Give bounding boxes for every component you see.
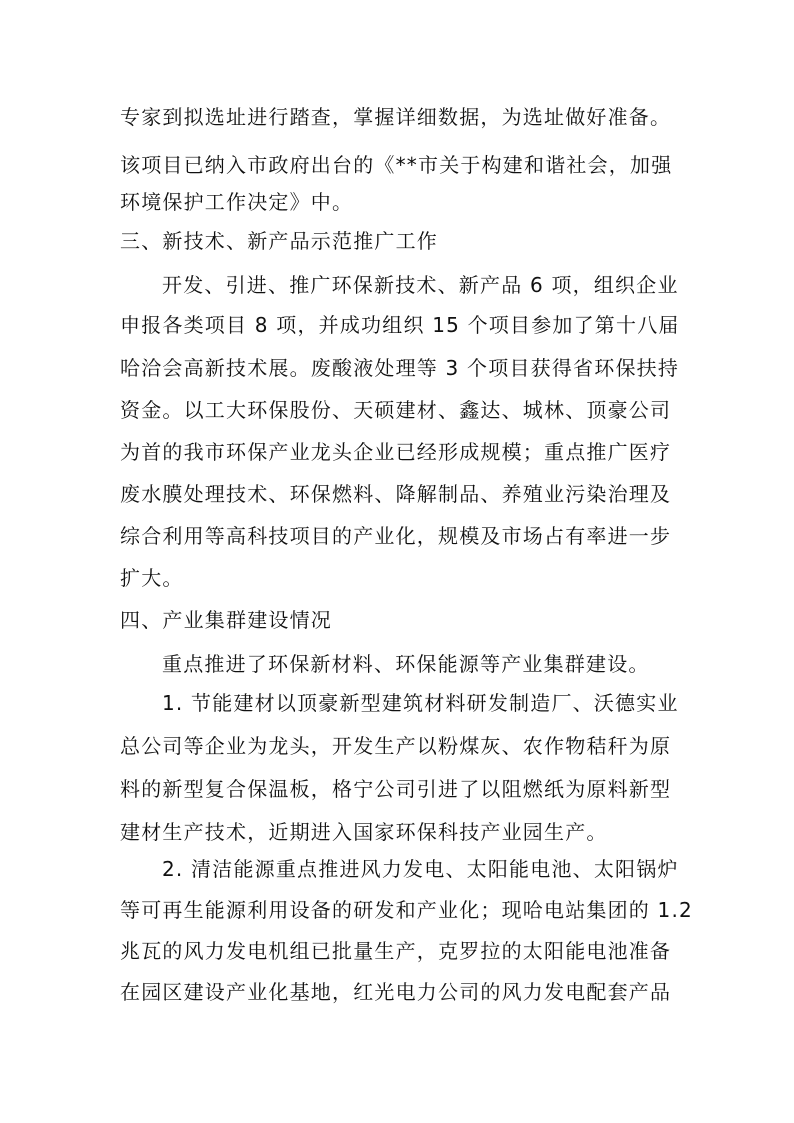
section-heading: 三、新技术、新产品示范推广工作 (120, 229, 438, 253)
paragraph-line: 资金。以工大环保股份、天硕建材、鑫达、城林、顶豪公司 (120, 398, 672, 422)
paragraph-line: 兆瓦的风力发电机组已批量生产，克罗拉的太阳能电池准备 (120, 939, 672, 963)
paragraph-line: 哈洽会高新技术展。废酸液处理等 3 个项目获得省环保扶持 (120, 356, 680, 380)
paragraph-line: 该项目已纳入市政府出台的《**市关于构建和谐社会，加强 (120, 153, 673, 177)
paragraph-line: 在园区建设产业化基地，红光电力公司的风力发电配套产品 (120, 980, 672, 1004)
paragraph-line: 1. 节能建材以顶豪新型建筑材料研发制造厂、沃德实业 (162, 691, 679, 715)
section-heading: 四、产业集群建设情况 (120, 608, 332, 632)
paragraph-line: 专家到拟选址进行踏查，掌握详细数据，为选址做好准备。 (120, 105, 672, 129)
paragraph-line: 总公司等企业为龙头，开发生产以粉煤灰、农作物秸秆为原 (120, 734, 672, 758)
paragraph-line: 环境保护工作决定》中。 (120, 190, 354, 214)
paragraph-line: 重点推进了环保新材料、环保能源等产业集群建设。 (162, 652, 650, 676)
paragraph-line: 等可再生能源利用设备的研发和产业化；现哈电站集团的 1.2 (120, 898, 693, 922)
paragraph-line: 建材生产技术，近期进入国家环保科技产业园生产。 (120, 820, 608, 844)
paragraph-line: 开发、引进、推广环保新技术、新产品 6 项，组织企业 (162, 273, 679, 297)
paragraph-line: 申报各类项目 8 项，并成功组织 15 个项目参加了第十八届 (120, 313, 680, 337)
paragraph-line: 为首的我市环保产业龙头企业已经形成规模；重点推广医疗 (120, 440, 672, 464)
paragraph-line: 2. 清洁能源重点推进风力发电、太阳能电池、太阳锅炉 (162, 857, 679, 881)
paragraph-line: 综合利用等高科技项目的产业化，规模及市场占有率进一步 (120, 524, 672, 548)
paragraph-line: 扩大。 (120, 566, 184, 590)
paragraph-line: 废水膜处理技术、环保燃料、降解制品、养殖业污染治理及 (120, 482, 672, 506)
paragraph-line: 料的新型复合保温板，格宁公司引进了以阻燃纸为原料新型 (120, 777, 672, 801)
